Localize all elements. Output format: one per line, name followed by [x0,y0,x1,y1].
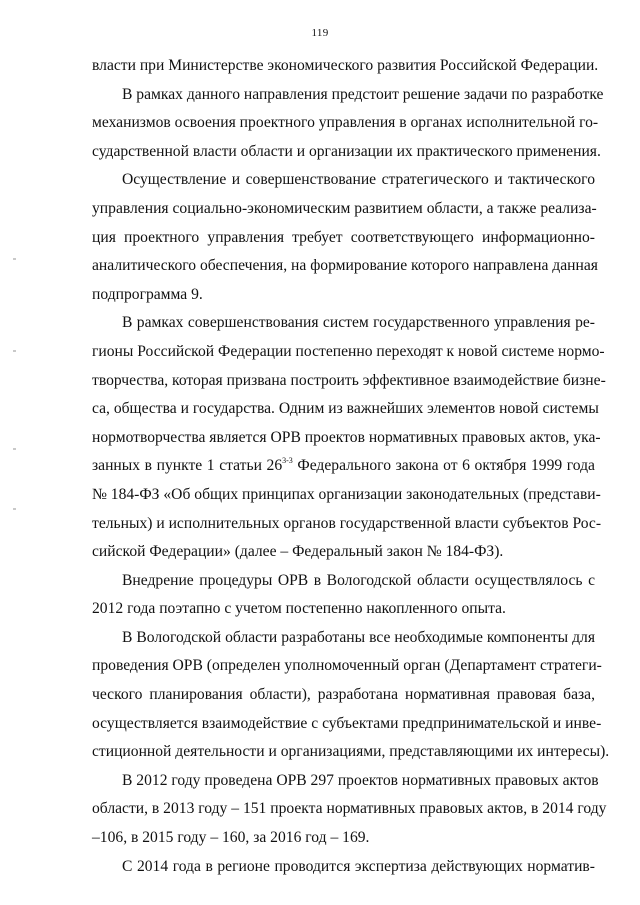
text-line [92,395,599,424]
text-line [92,767,599,796]
text-line [92,195,595,224]
text-line-content: нормотворчества является ОРВ проектов нормативных правовых актов, ука- [92,428,601,446]
text-line-content: № 184-ФЗ «Об общих принципах организации законодательных (представи- [92,485,601,503]
text-line-content: –106, в 2015 году – 160, за 2016 год – 169. [92,829,370,847]
text-line [92,567,595,596]
text-line-content: тельных) и исполнительных органов государственной власти субъектов Рос- [92,514,602,532]
text-line-content: гионы Российской Федерации постепенно переходят к новой системе нормо- [92,342,605,360]
text-line-content: сийской Федерации» (далее – Федеральный закон № 184-ФЗ). [92,543,504,561]
text-line [92,853,595,882]
text-line-content: Осуществление и совершенствование стратегического и тактического [122,171,595,189]
margin-mark [13,258,16,260]
text-line [92,795,607,824]
text-line-content: подпрограмма 9. [92,285,203,303]
page-number: 119 [311,27,329,39]
margin-mark [13,350,16,352]
text-line-content: власти при Министерстве экономического развития Российской Федерации. [92,57,599,74]
text-line-content: ческого планирования области), разработана нормативная правовая база, [92,686,595,704]
text-line [92,52,599,81]
text-line-content: занных в пункте 1 статьи 26 [92,457,283,475]
text-line-content: управления социально-экономическим развитием области, а также реализа- [92,199,597,217]
text-line [92,481,601,510]
text-line [92,824,595,853]
text-line [92,681,595,710]
text-line [92,138,601,167]
text-line [92,166,595,195]
text-line [92,338,605,367]
text-line [92,710,602,739]
text-line-content: области, в 2013 году – 151 проекта нормативных правовых актов, в 2014 году [92,800,607,818]
text-line [92,738,610,767]
text-line [92,81,604,110]
text-line-content: В Вологодской области разработаны все необходимые компоненты для [122,628,595,646]
text-line-content: механизмов освоения проектного управления в органах исполнительной го- [92,114,599,132]
text-line-content: В рамках совершенствования систем государственного управления ре- [122,314,595,332]
text-line [92,309,595,338]
text-line-content: сударственной власти области и организации их практического применения. [92,142,601,160]
text-line [92,424,601,453]
text-line [92,538,595,567]
text-line-content: творчества, которая призвана построить эффективное взаимодействие бизне- [92,371,606,389]
text-line-content: В рамках данного направления предстоит решение задачи по разработке [122,85,604,103]
document-body [92,52,610,881]
text-line-content: Внедрение процедуры ОРВ в Вологодской области осуществлялось с [122,571,595,589]
superscript: 3-3 [282,456,293,466]
text-line-content: аналитического обеспечения, на формирование которого направлена данная [92,257,598,275]
text-line [92,224,595,253]
text-line-continuation: Федерального закона от 6 октября 1999 года [292,457,595,475]
text-line [92,281,595,310]
text-line-content: проведения ОРВ (определен уполномоченный орган (Департамент стратеги- [92,657,602,675]
text-line [92,252,598,281]
text-line [92,109,599,138]
margin-mark [13,508,16,510]
text-line-content: 2012 года поэтапно с учетом постепенно накопленного опыта. [92,600,506,618]
text-line-content: В 2012 году проведена ОРВ 297 проектов нормативных правовых актов [122,771,599,789]
text-line-content: са, общества и государства. Одним из важнейших элементов новой системы [92,400,599,418]
text-line [92,452,595,481]
text-line-content: стиционной деятельности и организациями, представляющими их интересы). [92,743,610,761]
text-line [92,510,602,539]
text-line [92,652,602,681]
margin-mark [13,448,16,450]
text-line [92,367,606,396]
text-line-content: осуществляется взаимодействие с субъектами предпринимательской и инве- [92,714,602,732]
text-line-content: С 2014 года в регионе проводится экспертиза действующих норматив- [122,857,595,875]
text-line [92,595,595,624]
text-line-content: ция проектного управления требует соответствующего информационно- [92,228,595,246]
text-line [92,624,595,653]
